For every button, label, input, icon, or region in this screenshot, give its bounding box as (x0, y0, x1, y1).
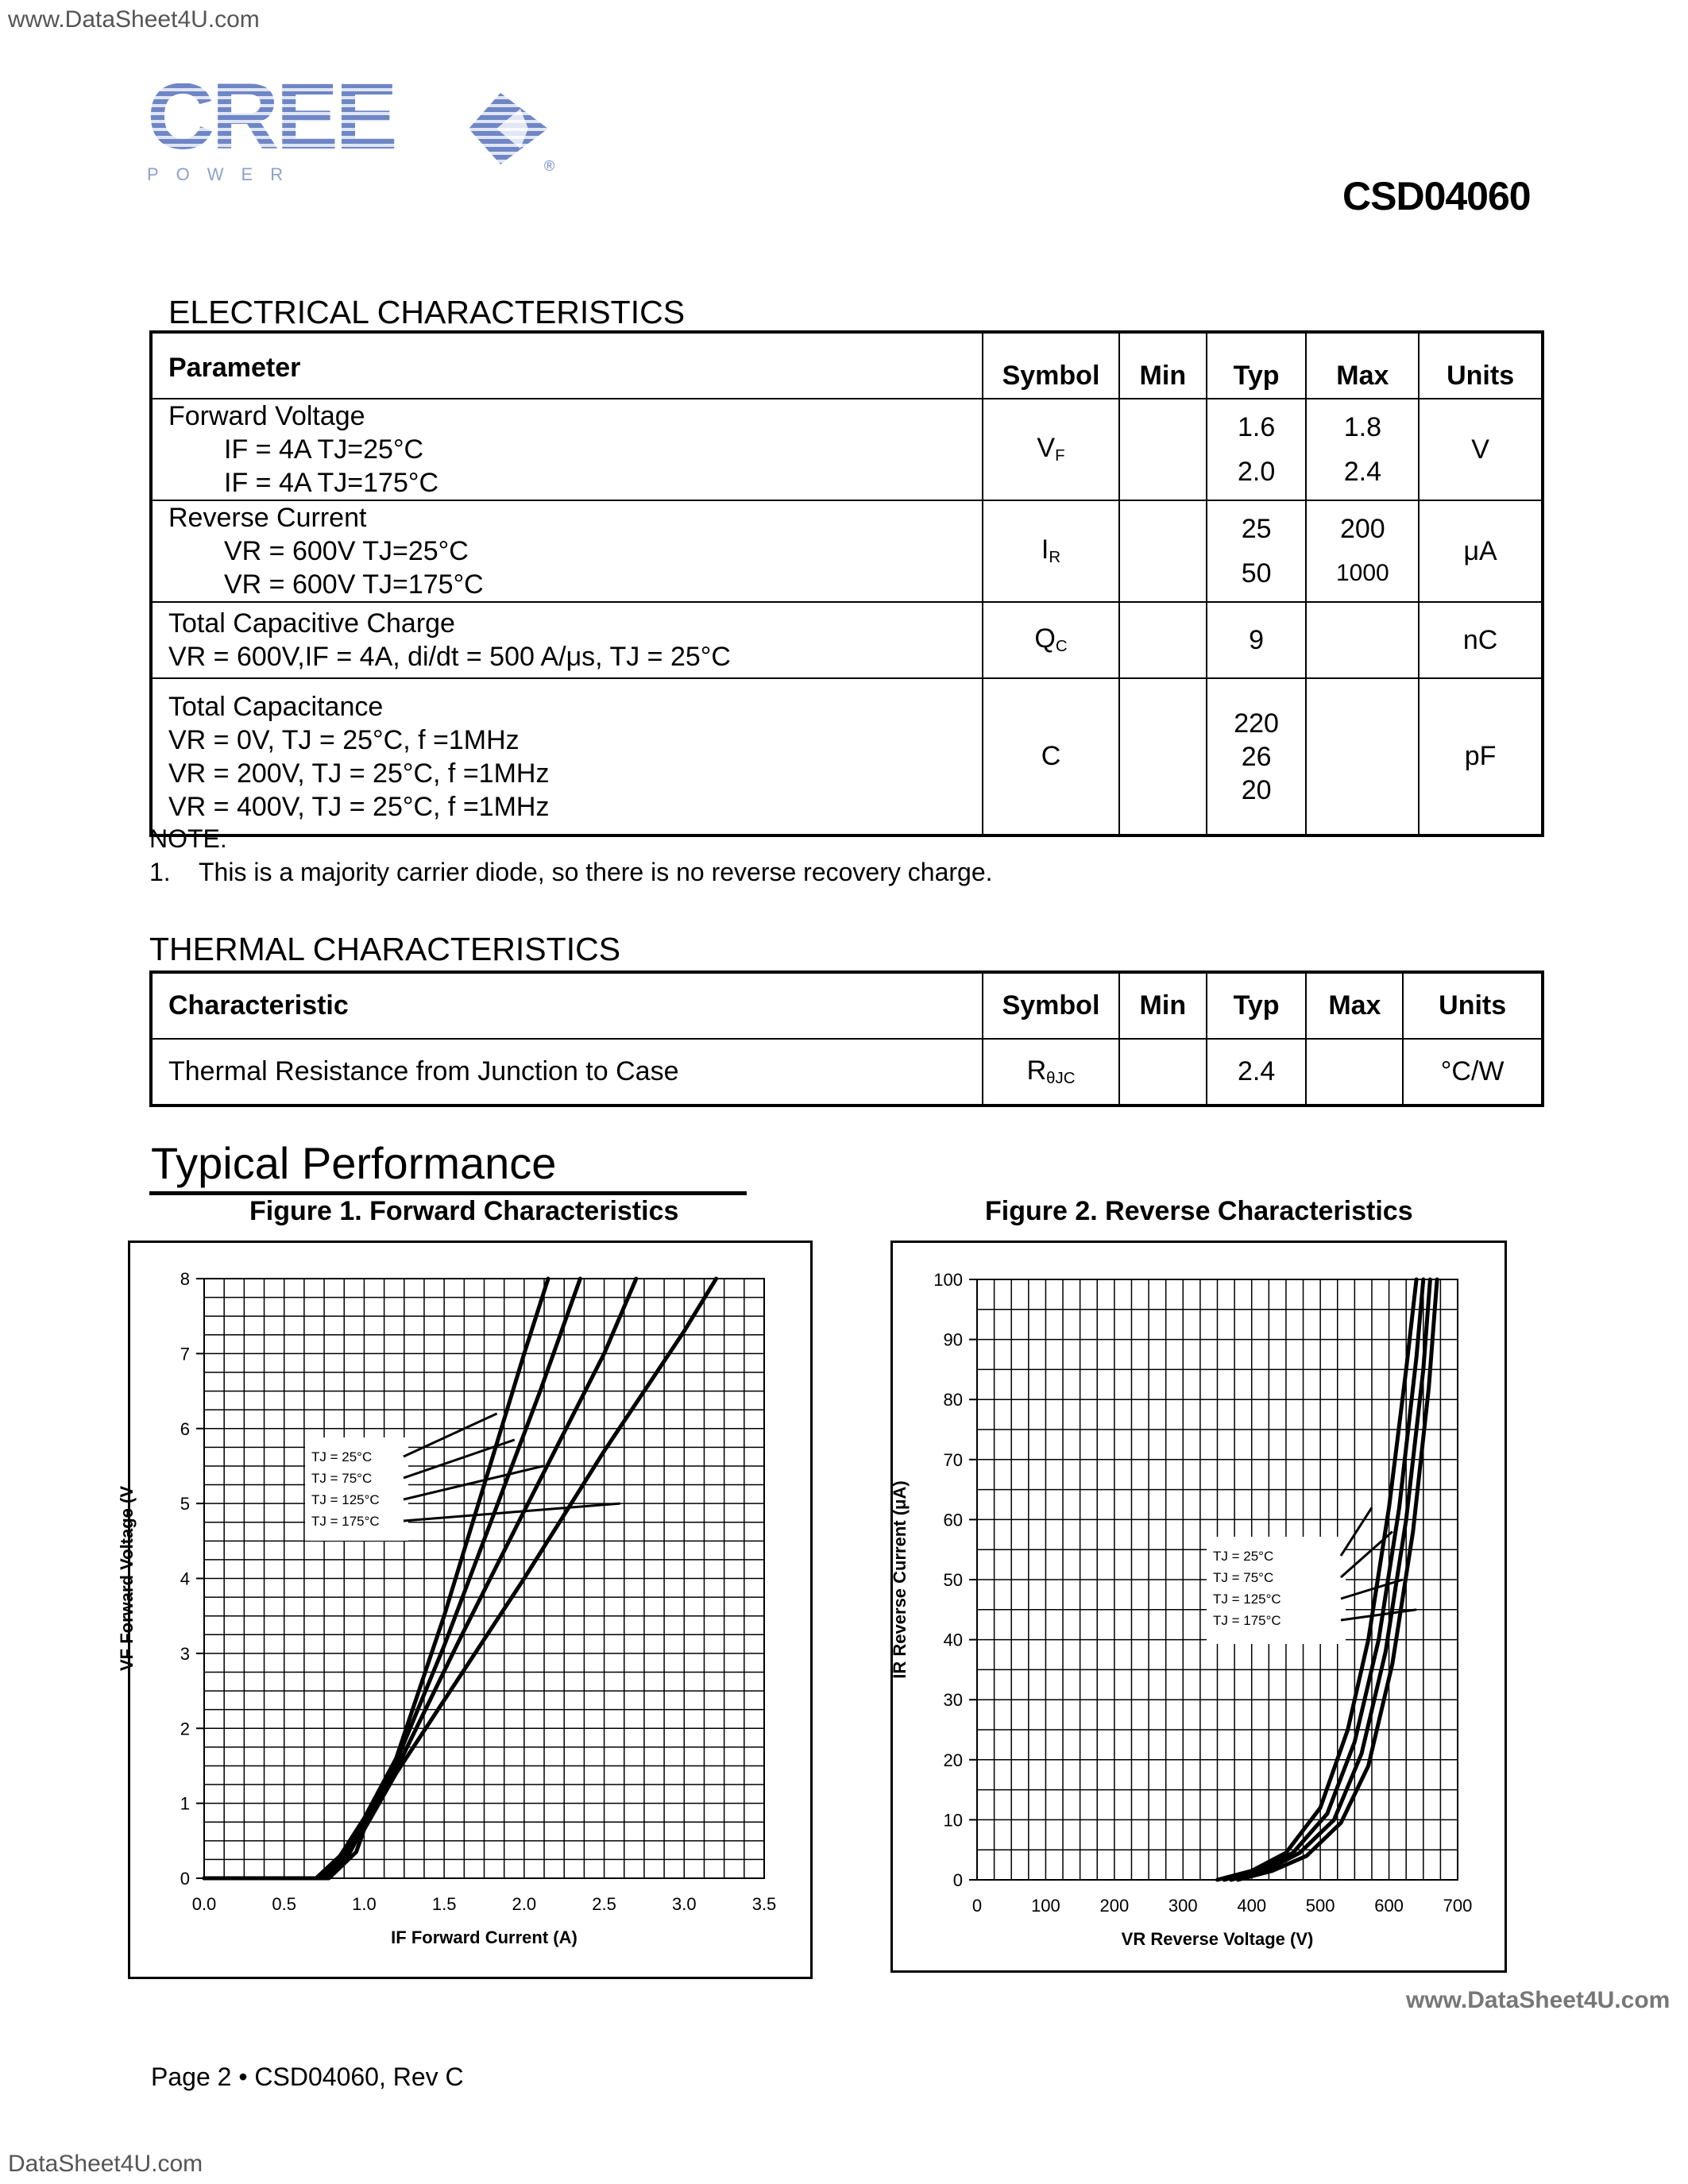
legend-leader (404, 1503, 620, 1521)
y-tick-label: 4 (180, 1569, 190, 1589)
x-tick-label: 700 (1443, 1896, 1473, 1916)
x-tick-label: 3.0 (671, 1894, 697, 1914)
y-tick-label: 70 (943, 1449, 963, 1470)
typ-value: 50 (1241, 558, 1272, 588)
y-tick-label: 0 (180, 1869, 190, 1889)
cree-logo (147, 60, 560, 187)
figure2-title: Figure 2. Reverse Characteristics (985, 1196, 1413, 1226)
header-max: Max (1306, 972, 1403, 1039)
legend-leader (1341, 1507, 1372, 1556)
max-value: 200 (1339, 514, 1385, 544)
header-units: Units (1419, 332, 1543, 399)
x-tick-label: 200 (1099, 1896, 1130, 1916)
x-tick-label: 1.5 (431, 1894, 457, 1914)
legend-entry: TJ = 25°C (1213, 1549, 1274, 1564)
registered-mark: ® (544, 158, 555, 174)
table-header-row (151, 972, 1543, 1039)
page-footer: Page 2 • CSD04060, Rev C (151, 2062, 464, 2091)
max-cell (1306, 1039, 1403, 1106)
y-tick-label: 90 (943, 1329, 963, 1350)
note-number: 1. (149, 858, 171, 886)
units-cell: μA (1419, 500, 1543, 602)
watermark-bottom: DataSheet4U.com (8, 2151, 203, 2177)
figure2-chart (890, 1241, 1507, 1973)
legend-entry: TJ = 175°C (311, 1514, 380, 1529)
units-cell: °C/W (1403, 1039, 1543, 1106)
watermark-top: www.DataSheet4U.com (8, 6, 260, 33)
x-axis-label: IF Forward Current (A) (391, 1927, 577, 1947)
legend-entry: TJ = 25°C (311, 1449, 373, 1464)
typ-value: 25 (1241, 514, 1272, 544)
legend-leader (404, 1440, 515, 1478)
condition: VR = 600V TJ=25°C (224, 536, 469, 566)
x-tick-label: 2.5 (592, 1894, 616, 1914)
y-tick-label: 60 (943, 1510, 963, 1530)
legend-entry: TJ = 75°C (1213, 1570, 1274, 1585)
watermark-mid: www.DataSheet4U.com (1406, 1987, 1671, 2013)
param-name: Total Capacitive Charge (168, 608, 455, 639)
typ-value: 2.0 (1237, 457, 1276, 487)
y-axis-label: VF Forward Voltage (V (117, 1485, 137, 1672)
y-tick-label: 80 (943, 1390, 963, 1410)
y-tick-label: 2 (180, 1719, 190, 1739)
legend-leader (1341, 1532, 1393, 1577)
typ-value: 220 (1234, 708, 1279, 739)
table-row (151, 602, 1543, 678)
symbol-cell: C (983, 678, 1119, 835)
y-tick-label: 10 (943, 1810, 963, 1831)
table-header-row (151, 332, 1543, 399)
symbol-cell: $I_R$ (983, 500, 1119, 602)
x-tick-label: 0.0 (191, 1894, 217, 1914)
table-row (151, 678, 1543, 835)
figure1-chart (117, 1241, 813, 1979)
performance-title: Typical Performance (151, 1138, 557, 1188)
min-cell (1119, 602, 1207, 678)
units-cell: V (1419, 399, 1543, 500)
thermal-title: THERMAL CHARACTERISTICS (149, 931, 621, 967)
condition: VR = 600V TJ=175°C (224, 569, 484, 600)
legend-entry: TJ = 125°C (1213, 1592, 1281, 1607)
condition: VR = 600V,IF = 4A, di/dt = 500 A/μs, TJ = 25°C (168, 642, 731, 672)
typ-value: 1.6 (1237, 412, 1276, 442)
table-row (151, 399, 1543, 500)
condition: VR = 0V, TJ = 25°C, f =1MHz (168, 724, 520, 755)
symbol-cell: $R_{\theta JC}$ (983, 1039, 1119, 1106)
typ-cell: 2.4 (1207, 1039, 1307, 1106)
legend-entry: TJ = 175°C (1213, 1613, 1281, 1628)
header-min: Min (1119, 972, 1207, 1039)
x-tick-label: 600 (1374, 1896, 1404, 1916)
y-tick-label: 5 (180, 1494, 190, 1515)
condition: VR = 200V, TJ = 25°C, f =1MHz (168, 758, 550, 789)
y-axis-label: IR Reverse Current (μA) (890, 1480, 910, 1679)
part-number: CSD04060 (1342, 174, 1531, 218)
header-typ: Typ (1207, 332, 1307, 399)
legend-entry: TJ = 75°C (311, 1471, 373, 1486)
header-units: Units (1403, 972, 1543, 1039)
x-tick-label: 2.0 (512, 1894, 537, 1914)
logo-subtext: POWER (147, 164, 301, 184)
condition: VR = 400V, TJ = 25°C, f =1MHz (168, 791, 550, 822)
y-tick-label: 20 (943, 1750, 963, 1770)
y-tick-label: 6 (180, 1418, 190, 1439)
thermal-table (149, 970, 1544, 1107)
param-name: Thermal Resistance from Junction to Case (151, 1039, 983, 1106)
electrical-title: ELECTRICAL CHARACTERISTICS (168, 294, 686, 330)
y-tick-label: 7 (180, 1344, 190, 1364)
y-tick-label: 30 (943, 1690, 963, 1711)
note-title: NOTE: (149, 824, 227, 853)
table-row (151, 1039, 1543, 1106)
y-tick-label: 50 (943, 1570, 963, 1590)
y-tick-label: 40 (943, 1630, 963, 1650)
max-value: 2.4 (1343, 457, 1381, 487)
header-parameter: Parameter (151, 332, 983, 399)
param-name: Total Capacitance (168, 691, 384, 722)
condition: IF = 4A TJ=25°C (224, 434, 424, 465)
typ-value: 26 (1241, 741, 1272, 772)
max-cell (1306, 602, 1419, 678)
y-tick-label: 3 (180, 1643, 190, 1664)
typ-cell: 9 (1207, 602, 1307, 678)
legend-entry: TJ = 125°C (311, 1492, 380, 1507)
table-row (151, 500, 1543, 602)
y-tick-label: 1 (180, 1793, 190, 1814)
header-symbol: Symbol (983, 972, 1119, 1039)
logo-wordmark: CREE (147, 64, 395, 169)
x-tick-label: 300 (1168, 1896, 1198, 1916)
condition: IF = 4A TJ=175°C (224, 468, 439, 498)
x-tick-label: 3.5 (751, 1894, 777, 1914)
max-cell (1306, 678, 1419, 835)
symbol-cell: $V_F$ (983, 399, 1119, 500)
typ-value: 20 (1241, 774, 1272, 805)
x-tick-label: 500 (1305, 1896, 1335, 1916)
max-value: 1.8 (1343, 412, 1381, 442)
x-axis-label: VR Reverse Voltage (V) (1121, 1929, 1314, 1949)
x-tick-label: 0 (971, 1896, 983, 1916)
note-text: This is a majority carrier diode, so there is no reverse recovery charge. (199, 858, 993, 886)
param-name: Forward Voltage (168, 401, 365, 431)
header-min: Min (1119, 332, 1207, 399)
y-tick-label: 8 (180, 1269, 190, 1289)
min-cell (1119, 500, 1207, 602)
x-tick-label: 400 (1237, 1896, 1267, 1916)
header-typ: Typ (1207, 972, 1307, 1039)
symbol-cell: $Q_C$ (983, 602, 1119, 678)
units-cell: nC (1419, 602, 1543, 678)
min-cell (1119, 399, 1207, 500)
min-cell (1119, 678, 1207, 835)
y-tick-label: 0 (952, 1870, 963, 1890)
x-tick-label: 0.5 (272, 1894, 297, 1914)
header-max: Max (1306, 332, 1419, 399)
min-cell (1119, 1039, 1207, 1106)
x-tick-label: 100 (1031, 1896, 1060, 1916)
max-value: 1000 (1335, 560, 1389, 586)
electrical-table (149, 330, 1544, 837)
x-tick-label: 1.0 (352, 1894, 377, 1914)
param-name: Reverse Current (168, 503, 367, 533)
units-cell: pF (1419, 678, 1543, 835)
y-tick-label: 100 (933, 1270, 963, 1290)
figure1-title: Figure 1. Forward Characteristics (249, 1196, 679, 1226)
performance-underline (149, 1191, 747, 1195)
header-characteristic: Characteristic (151, 972, 983, 1039)
legend-leader (1341, 1610, 1416, 1620)
header-symbol: Symbol (983, 332, 1119, 399)
